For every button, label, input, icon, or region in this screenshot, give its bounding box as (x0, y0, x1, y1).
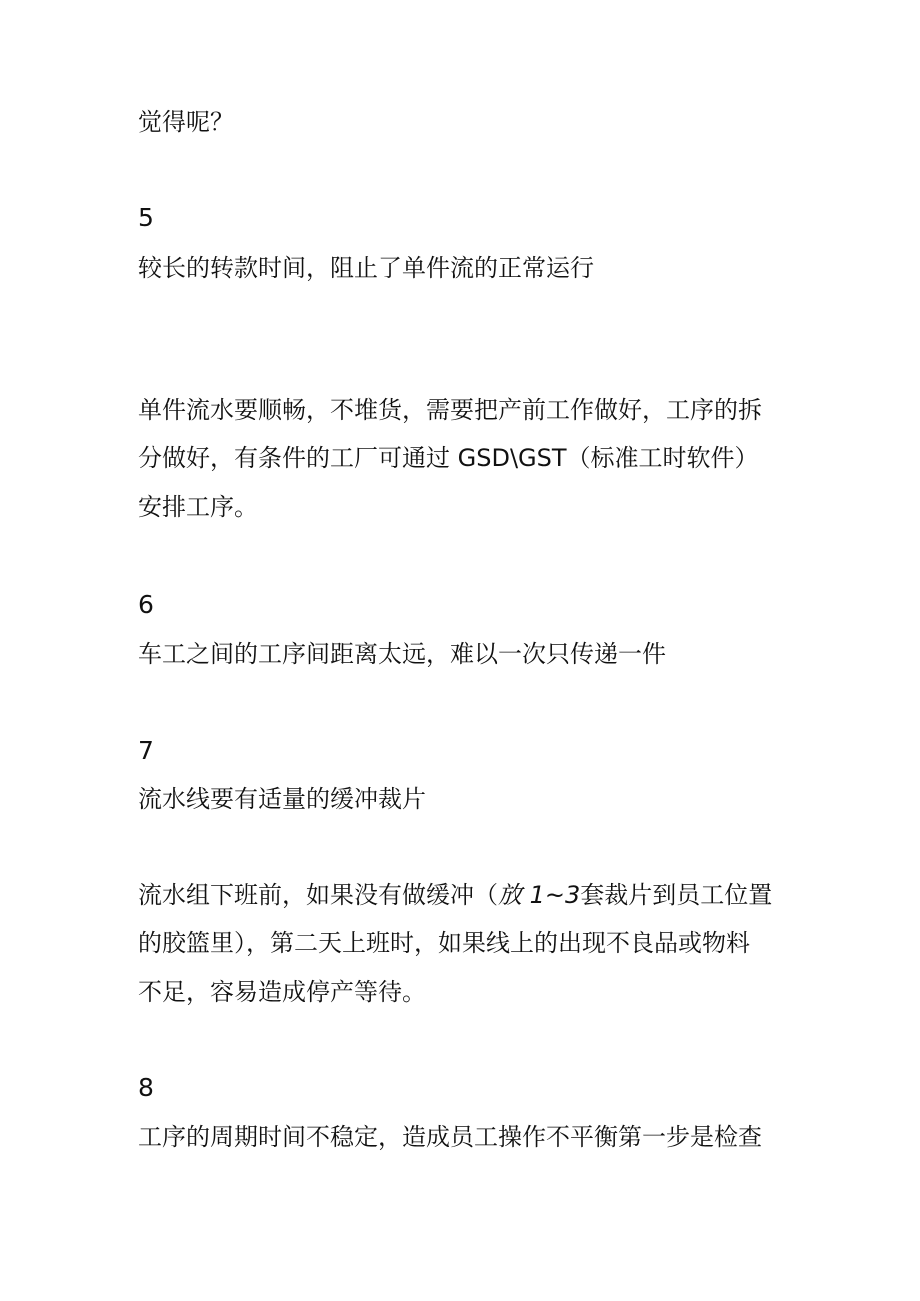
section-7-paragraph-line-3: 不足，容易造成停产等待。 (138, 978, 426, 1006)
section-6-heading: 车工之间的工序间距离太远，难以一次只传递一件 (138, 640, 666, 668)
section-5-paragraph-line-1: 单件流水要顺畅，不堆货，需要把产前工作做好，工序的拆 (138, 396, 762, 424)
section-7-paragraph-line-1-italic: 放 1~3 (498, 881, 581, 909)
section-7-paragraph-line-1-part-a: 流水组下班前，如果没有做缓冲（ (138, 881, 498, 909)
section-5-paragraph-line-2: 分做好，有条件的工厂可通过 GSD\GST（标准工时软件） (138, 444, 759, 472)
section-5-number: 5 (138, 203, 154, 232)
section-5-heading: 较长的转款时间，阻止了单件流的正常运行 (138, 254, 594, 282)
section-7-heading: 流水线要有适量的缓冲裁片 (138, 785, 426, 813)
section-7-paragraph-line-1-part-c: 套裁片到员工位置 (580, 881, 773, 909)
section-7-number: 7 (138, 736, 154, 765)
section-5-paragraph-line-3: 安排工序。 (138, 493, 258, 521)
section-6-number: 6 (138, 590, 154, 619)
section-7-paragraph-line-1 (138, 880, 772, 910)
section-7-paragraph-line-2: 的胶篮里），第二天上班时，如果线上的出现不良品或物料 (138, 929, 750, 957)
section-8-number: 8 (138, 1073, 154, 1102)
intro-tail-text: 觉得呢？ (138, 108, 234, 136)
section-8-heading: 工序的周期时间不稳定，造成员工操作不平衡第一步是检查 (138, 1123, 762, 1151)
